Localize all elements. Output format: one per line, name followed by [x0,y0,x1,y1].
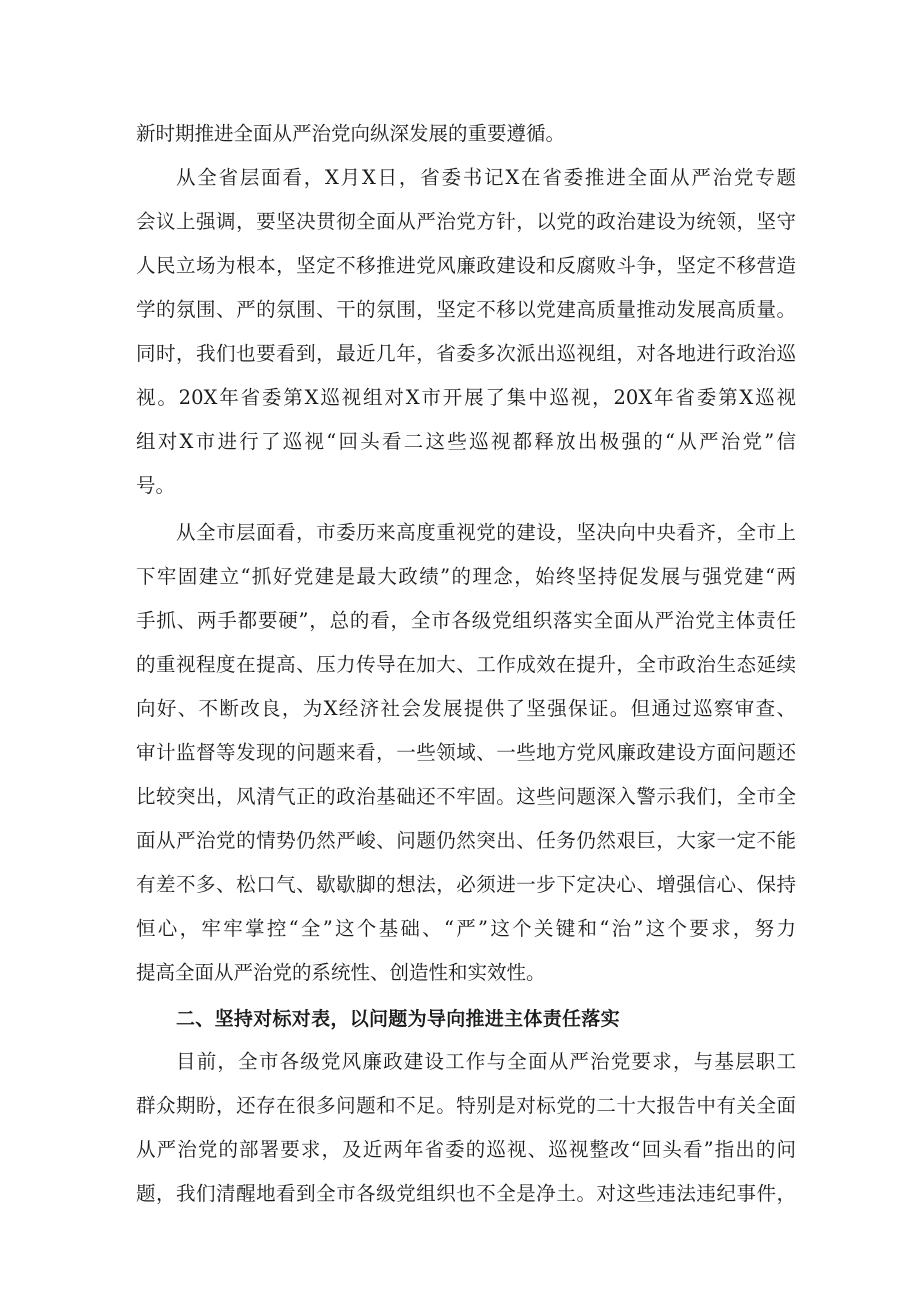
paragraph-line: 新时期推进全面从严治党向纵深发展的重要遵循。 [136,122,566,145]
paragraph-line: 有差不多、松口气、歇歇脚的想法，必须进一步下定决心、增强信心、保持 [136,873,796,896]
paragraph-line: 号。 [136,474,176,497]
paragraph-line: 同时，我们也要看到，最近几年，省委多次派出巡视组，对各地进行政治巡 [136,342,796,365]
section-heading: 二、坚持对标对表，以问题为导向推进主体责任落实 [176,1008,620,1030]
paragraph-line: 从严治党的部署要求，及近两年省委的巡视、巡视整改“回头看”指出的问 [136,1138,796,1161]
paragraph-line: 审计监督等发现的问题来看，一些领域、一些地方党风廉政建设方面问题还 [136,741,796,764]
paragraph-line: 面从严治党的情势仍然严峻、问题仍然突出、任务仍然艰巨，大家一定不能 [136,829,796,852]
paragraph-line: 群众期盼，还存在很多问题和不足。特别是对标党的二十大报告中有关全面 [136,1094,796,1117]
paragraph-line: 恒心，牢牢掌控“全”这个基础、“严”这个关键和“治”这个要求，努力 [136,917,796,940]
paragraph-line: 题，我们清醒地看到全市各级党组织也不全是净土。对这些违法违纪事件， [136,1182,796,1205]
paragraph-line: 的重视程度在提高、压力传导在加大、工作成效在提升，全市政治生态延续 [136,653,796,676]
paragraph-line: 会议上强调，要坚决贯彻全面从严治党方针，以党的政治建设为统领，坚守 [136,210,796,233]
paragraph-line: 学的氛围、严的氛围、干的氛围，坚定不移以党建高质量推动发展高质量。 [136,298,796,321]
paragraph-line: 从全市层面看，市委历来高度重视党的建设，坚决向中央看齐，全市上 [176,521,796,544]
paragraph-line: 视。20X年省委第X巡视组对X市开展了集中巡视，20X年省委第X巡视 [136,386,796,409]
paragraph-line: 比较突出，风清气正的政治基础还不牢固。这些问题深入警示我们，全市全 [136,785,796,808]
paragraph-line: 手抓、两手都要硬”，总的看，全市各级党组织落实全面从严治党主体责任 [136,609,796,632]
paragraph-line: 提高全面从严治党的系统性、创造性和实效性。 [136,961,546,984]
paragraph-line: 向好、不断改良，为X经济社会发展提供了坚强保证。但通过巡察审查、 [136,697,796,720]
paragraph-line: 组对X市进行了巡视“回头看二这些巡视都释放出极强的“从严治党”信 [136,430,796,453]
paragraph-line: 目前，全市各级党风廉政建设工作与全面从严治党要求，与基层职工 [176,1050,796,1073]
paragraph-line: 从全省层面看，X月X日，省委书记X在省委推进全面从严治党专题 [176,166,796,189]
paragraph-line: 人民立场为根本，坚定不移推进党风廉政建设和反腐败斗争，坚定不移营造 [136,254,796,277]
paragraph-line: 下牢固建立“抓好党建是最大政绩”的理念，始终坚持促发展与强党建“两 [136,565,796,588]
